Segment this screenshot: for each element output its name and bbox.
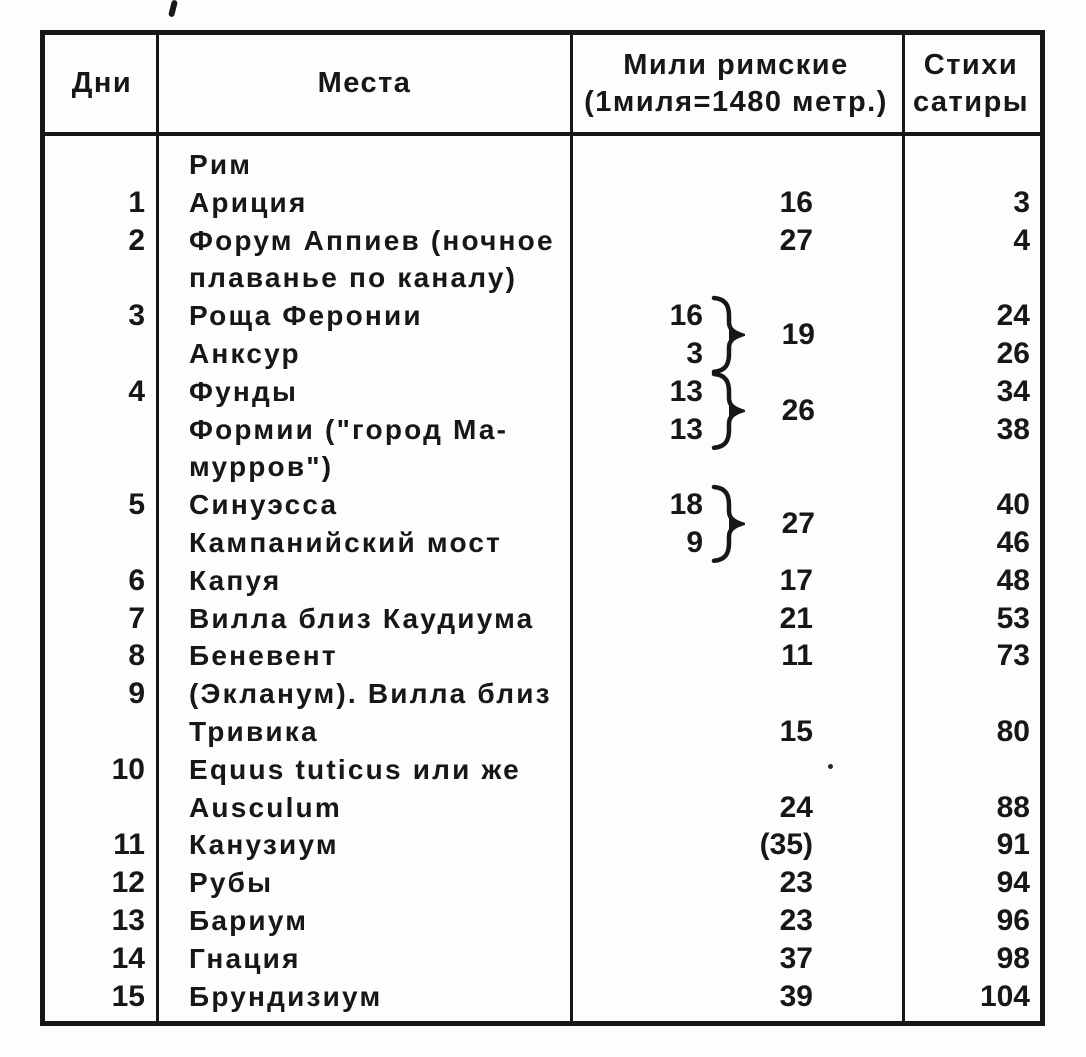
verses-cell: 80 xyxy=(996,714,1030,748)
verses-cell: 38 xyxy=(996,412,1030,446)
place-cell: Форум Аппиев (ночное xyxy=(189,224,555,256)
verses-cell: 91 xyxy=(996,828,1030,862)
miles-cell: 16 xyxy=(669,299,703,333)
miles-cell: 24 xyxy=(779,790,813,824)
header-verses xyxy=(902,35,1040,132)
verses-cell xyxy=(902,448,1040,486)
place-cell: плаванье по каналу) xyxy=(189,262,518,294)
miles-cell: 27 xyxy=(779,223,813,257)
header-days-label: Дни xyxy=(71,67,133,99)
day-cell xyxy=(45,448,159,486)
verses-cell: 46 xyxy=(996,525,1030,559)
day-cell: 5 xyxy=(128,488,145,522)
place-cell: Рубы xyxy=(189,867,274,899)
miles-cell xyxy=(570,675,902,713)
day-cell: 2 xyxy=(128,223,145,257)
verses-cell: 4 xyxy=(1013,223,1030,257)
place-cell: Брундизиум xyxy=(189,980,383,1012)
verses-cell: 98 xyxy=(996,941,1030,975)
day-cell: 4 xyxy=(128,374,145,408)
day-cell: 8 xyxy=(128,639,145,673)
curly-brace-icon xyxy=(709,484,745,564)
miles-cell: 13 xyxy=(669,412,703,446)
header-miles-line1: Мили римские xyxy=(623,48,849,81)
miles-group-total: 26 xyxy=(781,393,815,427)
verses-cell: 88 xyxy=(996,790,1030,824)
day-cell: 6 xyxy=(128,563,145,597)
curly-brace-icon xyxy=(709,371,745,451)
header-verses-line1: Стихи xyxy=(923,48,1019,81)
verses-cell xyxy=(902,751,1040,789)
day-cell xyxy=(45,146,159,184)
place-cell: Тривика xyxy=(189,715,319,747)
verses-cell: 94 xyxy=(996,866,1030,900)
miles-cell: 3 xyxy=(686,336,703,370)
place-cell: Бариум xyxy=(189,904,309,936)
miles-cell: 39 xyxy=(779,979,813,1013)
day-cell: 15 xyxy=(111,979,145,1013)
place-cell: Беневент xyxy=(189,640,338,672)
miles-cell xyxy=(570,751,902,789)
miles-cell: 23 xyxy=(779,903,813,937)
day-cell: 3 xyxy=(128,299,145,333)
header-miles xyxy=(570,35,902,132)
place-cell: Гнация xyxy=(189,942,301,974)
place-cell: Вилла близ Каудиума xyxy=(189,602,535,634)
miles-cell: 37 xyxy=(779,941,813,975)
day-cell: 1 xyxy=(128,185,145,219)
day-cell xyxy=(45,335,159,373)
verses-cell: 3 xyxy=(1013,185,1030,219)
miles-cell: 15 xyxy=(779,714,813,748)
place-cell: Кампанийский мост xyxy=(189,526,503,558)
verses-cell: 96 xyxy=(996,903,1030,937)
scan-artifact-comma xyxy=(168,0,178,17)
day-cell xyxy=(45,789,159,827)
verses-cell xyxy=(902,675,1040,713)
verses-cell: 34 xyxy=(996,374,1030,408)
table-header xyxy=(45,35,1040,132)
place-cell: мурров") xyxy=(189,451,334,483)
miles-cell: 13 xyxy=(669,374,703,408)
header-places xyxy=(159,35,570,132)
verses-cell: 48 xyxy=(996,563,1030,597)
verses-cell: 24 xyxy=(996,299,1030,333)
header-days xyxy=(45,35,159,132)
day-cell: 11 xyxy=(113,828,145,862)
day-cell xyxy=(45,259,159,297)
place-cell: (Экланум). Вилла близ xyxy=(189,678,552,710)
verses-cell: 73 xyxy=(996,639,1030,673)
miles-cell: 18 xyxy=(669,488,703,522)
day-cell xyxy=(45,411,159,449)
day-cell xyxy=(45,524,159,562)
day-cell: 10 xyxy=(111,752,145,786)
place-cell: Ариция xyxy=(189,186,308,218)
place-cell: Equus tuticus или же xyxy=(189,753,521,785)
place-cell: Роща Феронии xyxy=(189,300,423,332)
miles-cell: 11 xyxy=(781,639,813,673)
day-cell: 7 xyxy=(128,601,145,635)
miles-cell xyxy=(570,448,902,486)
place-cell: Рим xyxy=(189,149,253,180)
place-cell: Формии ("город Ма- xyxy=(189,413,509,445)
miles-cell: 17 xyxy=(779,563,813,597)
miles-group-total: 19 xyxy=(781,318,815,351)
header-miles-line2: (1миля=1480 метр.) xyxy=(584,85,888,118)
route-table xyxy=(40,30,1045,1026)
table-body xyxy=(45,136,1040,1021)
day-cell: 12 xyxy=(111,866,145,900)
place-cell: Фунды xyxy=(189,375,299,407)
header-places-label: Места xyxy=(317,67,412,99)
place-cell: Канузиум xyxy=(189,829,339,861)
place-cell: Капуя xyxy=(189,564,282,596)
day-cell xyxy=(45,713,159,751)
verses-cell: 26 xyxy=(996,336,1030,370)
verses-cell: 53 xyxy=(996,601,1030,635)
place-cell: Ausculum xyxy=(189,791,342,823)
miles-cell xyxy=(570,146,902,184)
verses-cell: 104 xyxy=(979,979,1030,1013)
day-cell: 13 xyxy=(111,903,145,937)
miles-cell: (35) xyxy=(759,828,813,862)
miles-cell: 23 xyxy=(779,866,813,900)
miles-cell: 9 xyxy=(686,525,703,559)
day-cell: 14 xyxy=(111,941,145,975)
verses-cell xyxy=(902,146,1040,184)
curly-brace-icon xyxy=(709,295,745,375)
miles-cell xyxy=(570,259,902,297)
miles-cell: 16 xyxy=(779,185,813,219)
place-cell: Синуэсса xyxy=(189,489,339,521)
header-verses-line2: сатиры xyxy=(912,85,1030,118)
day-cell: 9 xyxy=(128,677,145,711)
miles-cell: 21 xyxy=(779,601,813,635)
miles-group-total: 27 xyxy=(781,507,815,540)
verses-cell xyxy=(902,259,1040,297)
place-cell: Анксур xyxy=(189,337,301,369)
verses-cell: 40 xyxy=(996,488,1030,522)
